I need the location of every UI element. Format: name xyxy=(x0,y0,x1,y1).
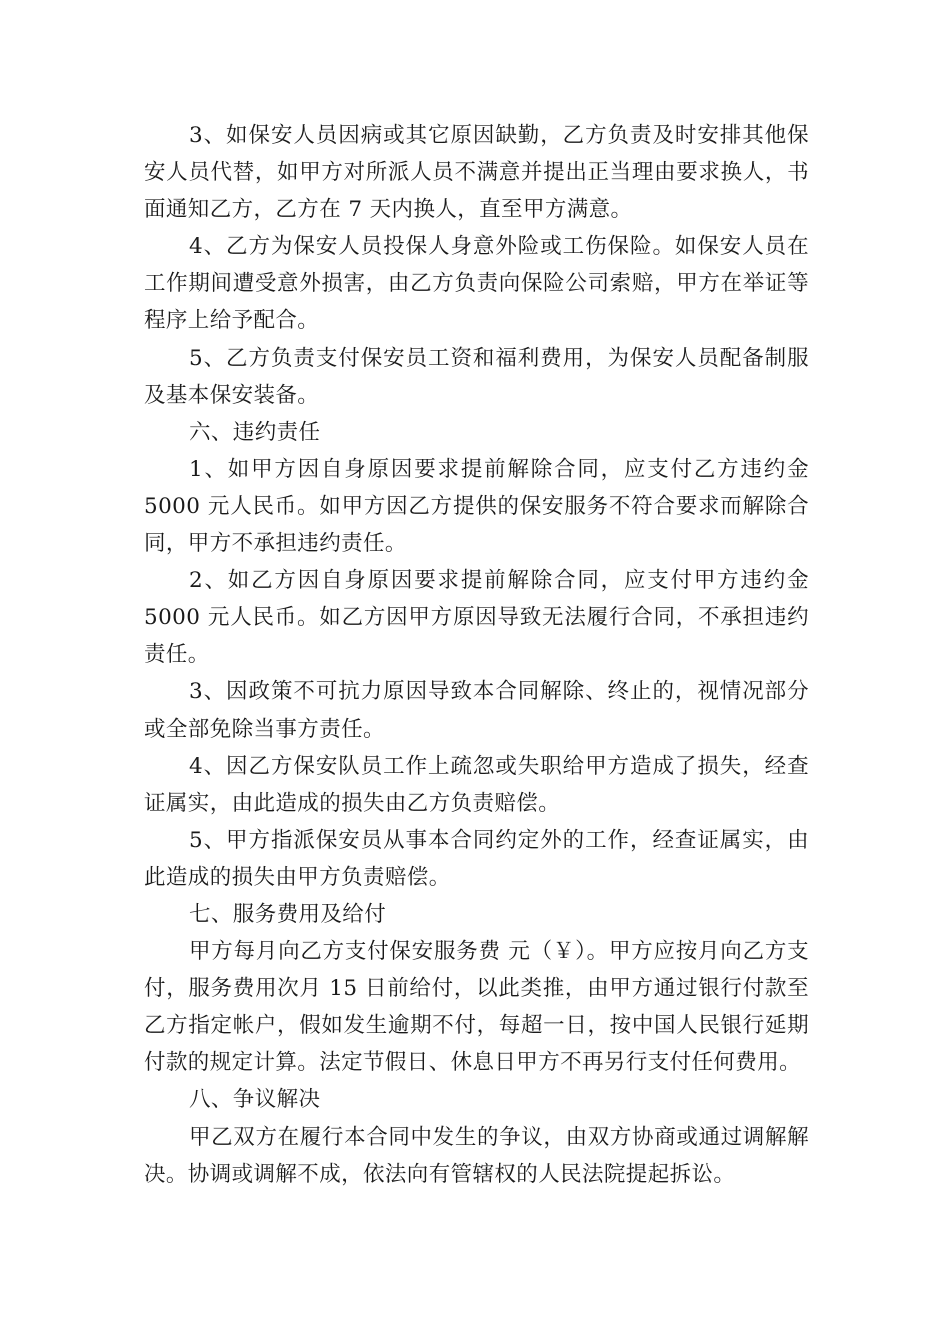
clause-paragraph: 3、因政策不可抗力原因导致本合同解除、终止的，视情况部分或全部免除当事方责任。 xyxy=(144,679,809,742)
clause-paragraph: 4、乙方为保安人员投保人身意外险或工伤保险。如保安人员在工作期间遭受意外损害，由乙方负责向保险公司索赔，甲方在举证等程序上给予配合。 xyxy=(144,234,809,334)
section-heading: 六、违约责任 xyxy=(189,419,321,445)
clause-paragraph: 2、如乙方因自身原因要求提前解除合同，应支付甲方违约金 5000 元人民币。如乙方因甲方原因导致无法履行合同，不承担违约责任。 xyxy=(144,568,809,668)
clause-paragraph: 4、因乙方保安队员工作上疏忽或失职给甲方造成了损失，经查证属实，由此造成的损失由乙方负责赔偿。 xyxy=(144,753,809,816)
document-body xyxy=(144,117,809,1193)
clause-paragraph: 5、乙方负责支付保安员工资和福利费用，为保安人员配备制服及基本保安装备。 xyxy=(144,345,809,408)
section-heading: 七、服务费用及给付 xyxy=(189,901,387,927)
clause-paragraph: 甲乙双方在履行本合同中发生的争议，由双方协商或通过调解解决。协调或调解不成，依法向有管辖权的人民法院提起拆讼。 xyxy=(144,1124,809,1187)
section-heading: 八、争议解决 xyxy=(189,1087,321,1113)
clause-paragraph: 5、甲方指派保安员从事本合同约定外的工作，经查证属实，由此造成的损失由甲方负责赔偿。 xyxy=(144,827,809,890)
clause-paragraph: 3、如保安人员因病或其它原因缺勤，乙方负责及时安排其他保安人员代替，如甲方对所派人员不满意并提出正当理由要求换人，书面通知乙方，乙方在 7 天内换人，直至甲方满意。 xyxy=(144,123,809,223)
clause-paragraph: 甲方每月向乙方支付保安服务费 元（￥）。甲方应按月向乙方支付，服务费用次月 15 日前给付，以此类推，由甲方通过银行付款至乙方指定帐户，假如发生逾期不付，每超一日，按中国人民银行延期付款的规定计算。法定节假日、休息日甲方不再另行支付任何费用。 xyxy=(144,939,809,1076)
clause-paragraph: 1、如甲方因自身原因要求提前解除合同，应支付乙方违约金 5000 元人民币。如甲方因乙方提供的保安服务不符合要求而解除合同，甲方不承担违约责任。 xyxy=(144,456,809,557)
